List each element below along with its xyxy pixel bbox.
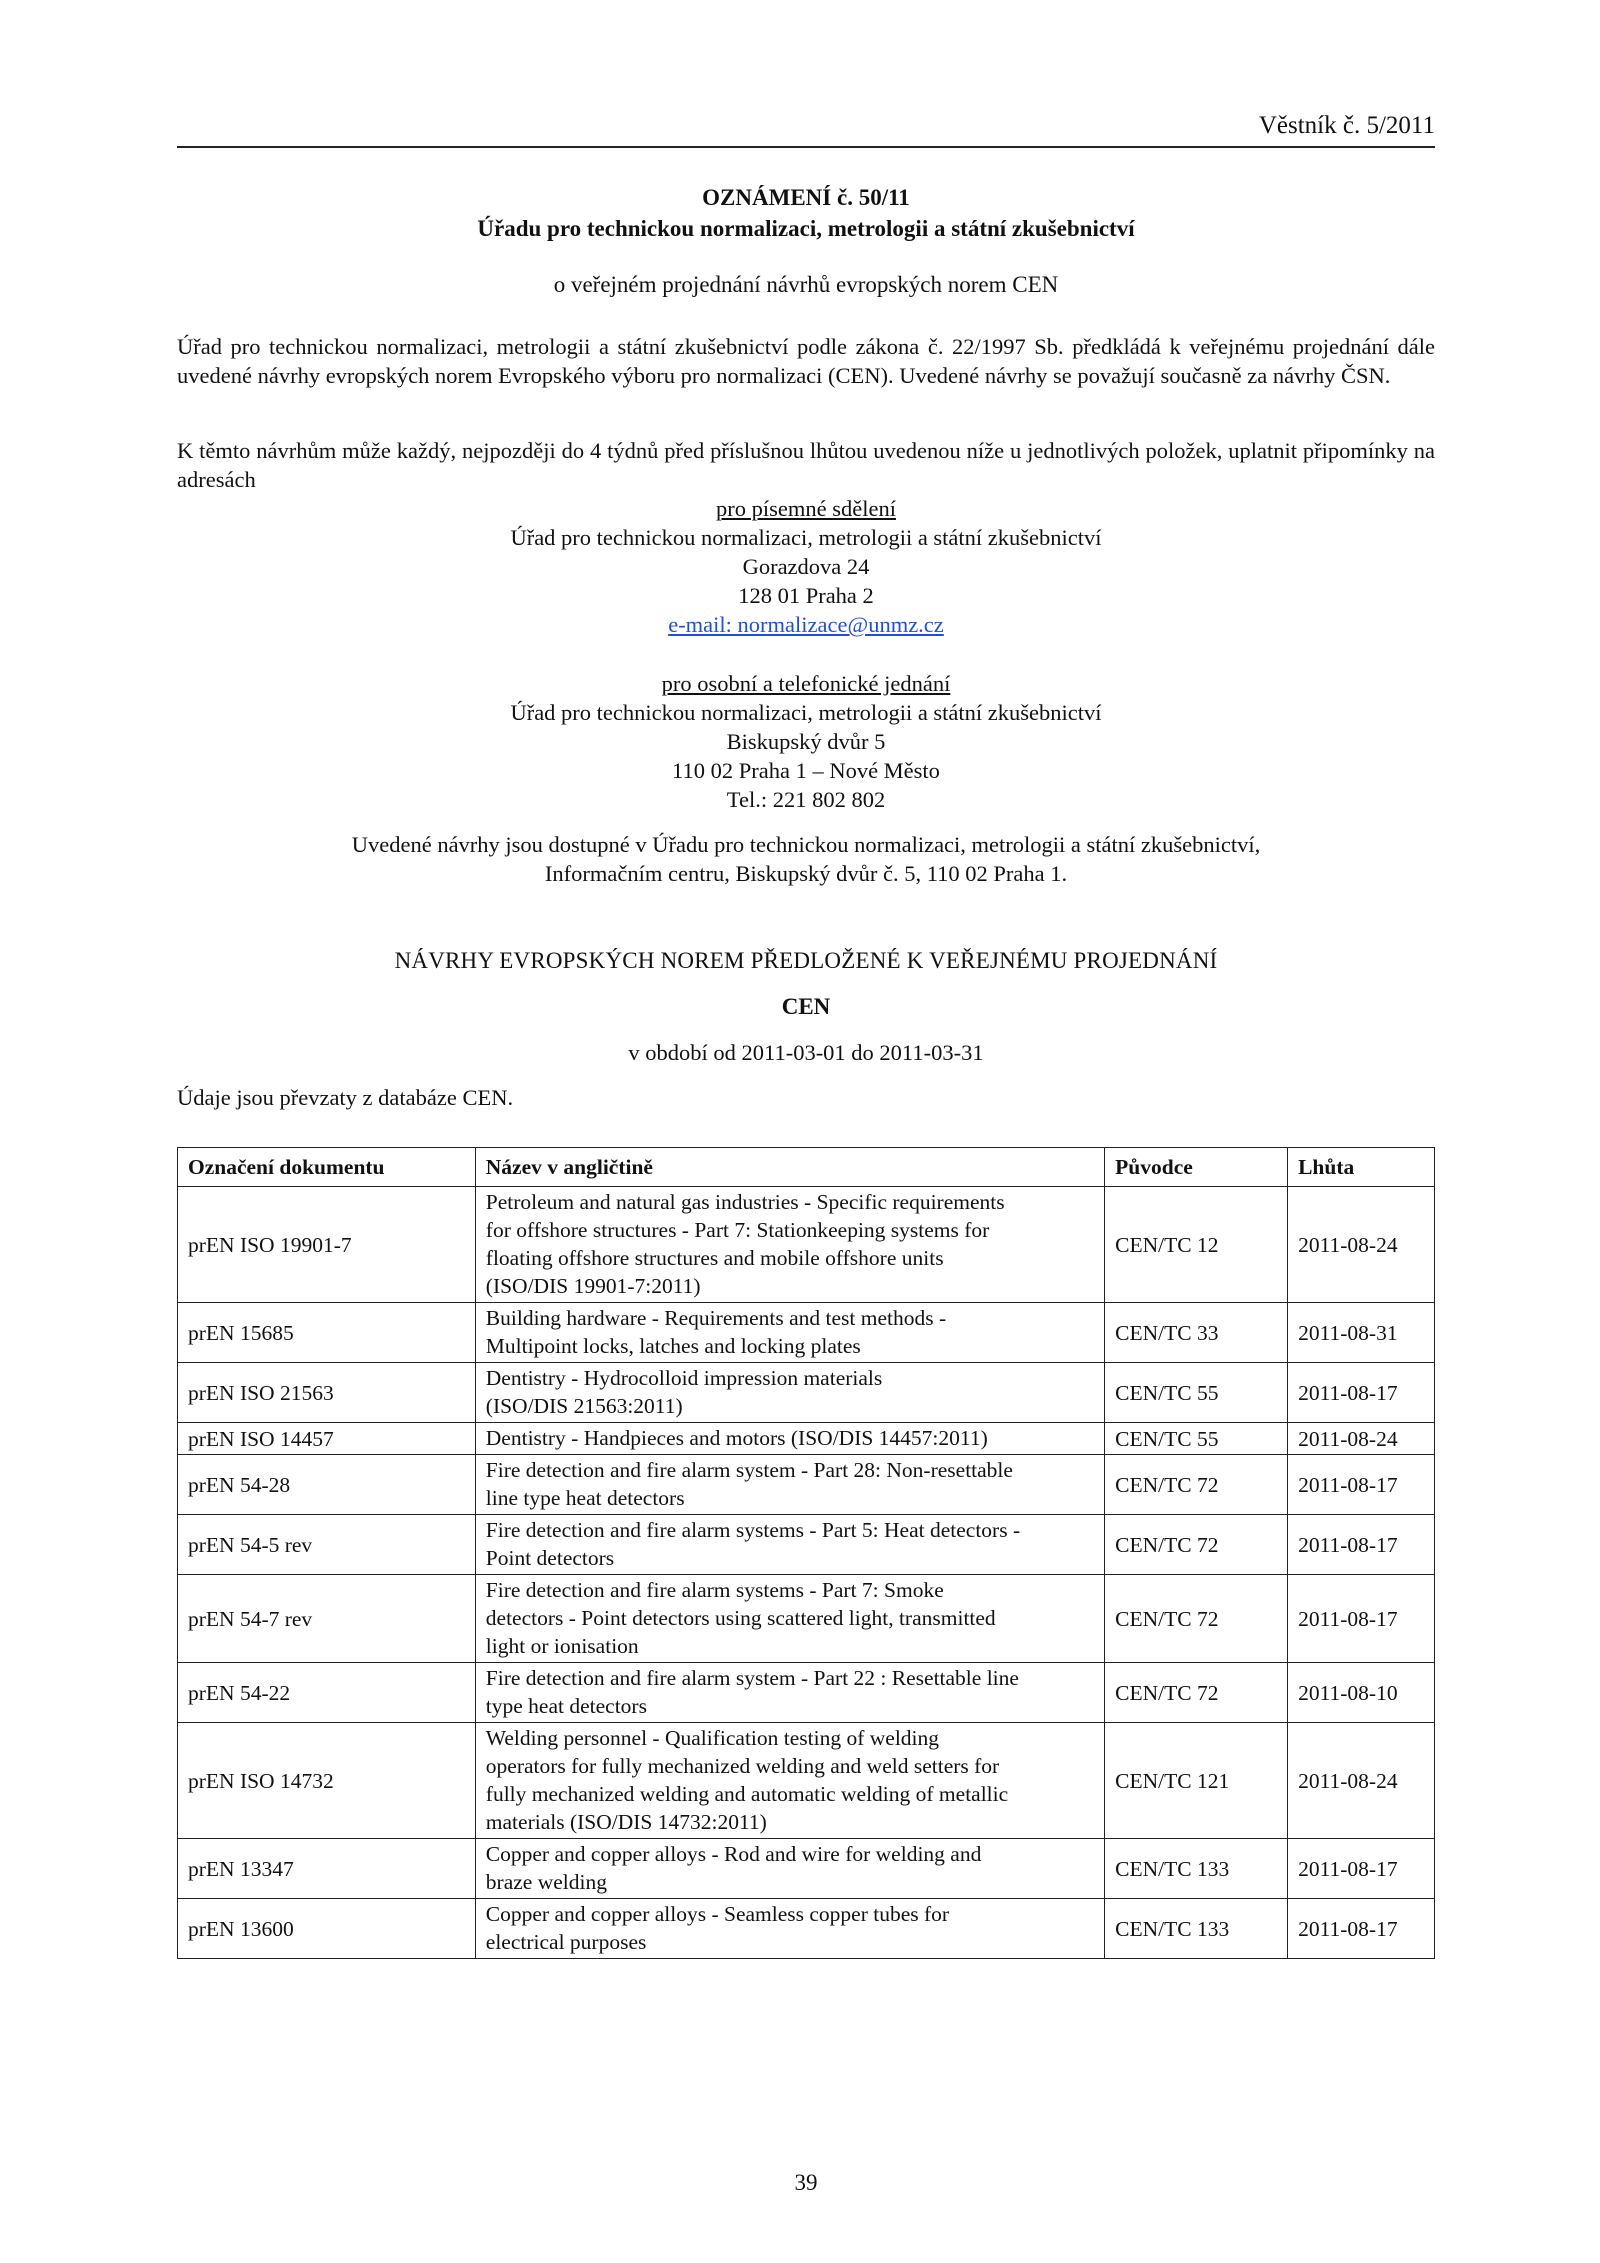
document-name xyxy=(475,1839,1104,1899)
notice-title: OZNÁMENÍ č. 50/11 xyxy=(702,185,910,210)
document-name xyxy=(475,1363,1104,1423)
document-name-line: materials (ISO/DIS 14732:2011) xyxy=(485,1810,767,1834)
column-header-id: Označení dokumentu xyxy=(178,1148,476,1187)
address-personal-heading: pro osobní a telefonické jednání xyxy=(661,671,951,696)
document-origin: CEN/TC 133 xyxy=(1105,1899,1288,1959)
address-personal-city: 110 02 Praha 1 – Nové Město xyxy=(672,758,940,783)
table-body xyxy=(178,1187,1435,1959)
document-name-line: for offshore structures - Part 7: Stationkeeping systems for xyxy=(485,1218,990,1242)
document-name xyxy=(475,1515,1104,1575)
document-name xyxy=(475,1187,1104,1303)
document-deadline: 2011-08-17 xyxy=(1288,1515,1435,1575)
document-id: prEN 54-28 xyxy=(178,1455,476,1515)
table-row xyxy=(178,1455,1435,1515)
document-name xyxy=(475,1899,1104,1959)
document-name-line: fully mechanized welding and automatic welding of metallic xyxy=(485,1782,1009,1806)
document-deadline: 2011-08-17 xyxy=(1288,1575,1435,1663)
section-period: v období od 2011-03-01 do 2011-03-31 xyxy=(628,1040,984,1065)
table-row xyxy=(178,1187,1435,1303)
document-origin: CEN/TC 55 xyxy=(1105,1363,1288,1423)
document-id: prEN 13347 xyxy=(178,1839,476,1899)
column-header-deadline: Lhůta xyxy=(1288,1148,1435,1187)
document-origin: CEN/TC 72 xyxy=(1105,1515,1288,1575)
availability-line-1: Uvedené návrhy jsou dostupné v Úřadu pro technickou normalizaci, metrologii a státní zkušebnictví, xyxy=(351,832,1261,857)
document-name xyxy=(475,1663,1104,1723)
document-name-line: Fire detection and fire alarm systems - Part 5: Heat detectors - xyxy=(485,1518,1021,1542)
document-id: prEN ISO 21563 xyxy=(178,1363,476,1423)
table-row xyxy=(178,1363,1435,1423)
address-written-street: Gorazdova 24 xyxy=(742,554,870,579)
document-id: prEN 13600 xyxy=(178,1899,476,1959)
document-id: prEN 54-22 xyxy=(178,1663,476,1723)
document-deadline: 2011-08-24 xyxy=(1288,1423,1435,1455)
availability-line-2: Informačním centru, Biskupský dvůr č. 5, 110 02 Praha 1. xyxy=(544,861,1068,886)
document-name xyxy=(475,1423,1104,1455)
document-origin: CEN/TC 72 xyxy=(1105,1663,1288,1723)
comments-paragraph: K těmto návrhům může každý, nejpozději do 4 týdnů před příslušnou lhůtou uvedenou níže u jednotlivých položek, uplatnit připomínky na adresách xyxy=(177,438,1435,492)
document-name-line: Fire detection and fire alarm system - Part 28: Non-resettable xyxy=(485,1458,1013,1482)
document-name-line: Multipoint locks, latches and locking plates xyxy=(485,1334,861,1358)
email-link[interactable]: e-mail: normalizace@unmz.cz xyxy=(668,612,944,637)
table-row xyxy=(178,1575,1435,1663)
document-name-line: Dentistry - Handpieces and motors (ISO/DIS 14457:2011) xyxy=(485,1426,988,1450)
document-name-line: detectors - Point detectors using scattered light, transmitted xyxy=(485,1606,996,1630)
document-deadline: 2011-08-17 xyxy=(1288,1839,1435,1899)
document-origin: CEN/TC 72 xyxy=(1105,1575,1288,1663)
table-row xyxy=(178,1899,1435,1959)
document-deadline: 2011-08-31 xyxy=(1288,1303,1435,1363)
document-origin: CEN/TC 12 xyxy=(1105,1187,1288,1303)
table-row xyxy=(178,1663,1435,1723)
address-personal-street: Biskupský dvůr 5 xyxy=(726,729,886,754)
document-id: prEN 54-7 rev xyxy=(178,1575,476,1663)
table-row xyxy=(178,1515,1435,1575)
document-name xyxy=(475,1303,1104,1363)
document-name-line: Copper and copper alloys - Seamless copper tubes for xyxy=(485,1902,950,1926)
document-name-line: (ISO/DIS 19901-7:2011) xyxy=(485,1274,701,1298)
column-header-origin: Původce xyxy=(1105,1148,1288,1187)
address-personal-office: Úřad pro technickou normalizaci, metrologii a státní zkušebnictví xyxy=(510,700,1102,725)
document-name-line: light or ionisation xyxy=(485,1634,639,1658)
address-written xyxy=(177,494,1435,639)
document-name-line: Building hardware - Requirements and test methods - xyxy=(485,1306,947,1330)
document-name-line: Fire detection and fire alarm system - Part 22 : Resettable line xyxy=(485,1666,1019,1690)
document-name xyxy=(475,1723,1104,1839)
document-id: prEN 54-5 rev xyxy=(178,1515,476,1575)
document-name-line: floating offshore structures and mobile offshore units xyxy=(485,1246,944,1270)
document-name-line: Copper and copper alloys - Rod and wire for welding and xyxy=(485,1842,982,1866)
document-deadline: 2011-08-10 xyxy=(1288,1663,1435,1723)
document-deadline: 2011-08-24 xyxy=(1288,1723,1435,1839)
document-name-line: Petroleum and natural gas industries - Specific requirements xyxy=(485,1190,1005,1214)
document-origin: CEN/TC 121 xyxy=(1105,1723,1288,1839)
document-id: prEN ISO 14457 xyxy=(178,1423,476,1455)
document-origin: CEN/TC 33 xyxy=(1105,1303,1288,1363)
table-row xyxy=(178,1423,1435,1455)
column-header-name: Název v angličtině xyxy=(475,1148,1104,1187)
journal-issue: Věstník č. 5/2011 xyxy=(1258,112,1435,139)
intro-paragraph: Úřad pro technickou normalizaci, metrologii a státní zkušebnictví podle zákona č. 22/1997 Sb. předkládá k veřejnému projednání dále uvedené návrhy evropských norem Evropského výboru pro normalizaci (CEN). Uvedené návrhy se považují současně za návrhy ČSN. xyxy=(177,334,1435,388)
document-origin: CEN/TC 133 xyxy=(1105,1839,1288,1899)
address-personal xyxy=(177,669,1435,814)
address-written-office: Úřad pro technickou normalizaci, metrologii a státní zkušebnictví xyxy=(510,525,1102,550)
documents-table xyxy=(177,1147,1435,1959)
document-origin: CEN/TC 72 xyxy=(1105,1455,1288,1515)
document-name-line: (ISO/DIS 21563:2011) xyxy=(485,1394,683,1418)
notice-subtitle: Úřadu pro technickou normalizaci, metrologii a státní zkušebnictví xyxy=(477,216,1135,241)
document-id: prEN ISO 14732 xyxy=(178,1723,476,1839)
document-name-line: operators for fully mechanized welding and weld setters for xyxy=(485,1754,1000,1778)
address-written-city: 128 01 Praha 2 xyxy=(738,583,874,608)
section-title: NÁVRHY EVROPSKÝCH NOREM PŘEDLOŽENÉ K VEŘEJNÉMU PROJEDNÁNÍ xyxy=(394,948,1218,973)
document-deadline: 2011-08-24 xyxy=(1288,1187,1435,1303)
page-number: 39 xyxy=(794,2170,818,2195)
document-name-line: Welding personnel - Qualification testing of welding xyxy=(485,1726,940,1750)
document-origin: CEN/TC 55 xyxy=(1105,1423,1288,1455)
document-name xyxy=(475,1575,1104,1663)
document-id: prEN 15685 xyxy=(178,1303,476,1363)
table-row xyxy=(178,1839,1435,1899)
document-id: prEN ISO 19901-7 xyxy=(178,1187,476,1303)
notice-description: o veřejném projednání návrhů evropských norem CEN xyxy=(553,272,1059,297)
document-name xyxy=(475,1455,1104,1515)
page-header xyxy=(177,110,1435,148)
document-name-line: line type heat detectors xyxy=(485,1486,685,1510)
document-deadline: 2011-08-17 xyxy=(1288,1899,1435,1959)
section-org: CEN xyxy=(781,994,831,1019)
table-header-row xyxy=(178,1148,1435,1187)
document-deadline: 2011-08-17 xyxy=(1288,1363,1435,1423)
document-name-line: electrical purposes xyxy=(485,1930,647,1954)
document-name-line: Fire detection and fire alarm systems - Part 7: Smoke xyxy=(485,1578,944,1602)
address-personal-phone: Tel.: 221 802 802 xyxy=(726,787,886,812)
document-deadline: 2011-08-17 xyxy=(1288,1455,1435,1515)
table-row xyxy=(178,1723,1435,1839)
document-name-line: type heat detectors xyxy=(485,1694,647,1718)
address-written-heading: pro písemné sdělení xyxy=(716,496,896,521)
availability-note xyxy=(177,830,1435,888)
document-name-line: braze welding xyxy=(485,1870,607,1894)
source-note: Údaje jsou převzaty z databáze CEN. xyxy=(177,1085,514,1110)
document-name-line: Dentistry - Hydrocolloid impression materials xyxy=(485,1366,883,1390)
document-name-line: Point detectors xyxy=(485,1546,615,1570)
table-row xyxy=(178,1303,1435,1363)
